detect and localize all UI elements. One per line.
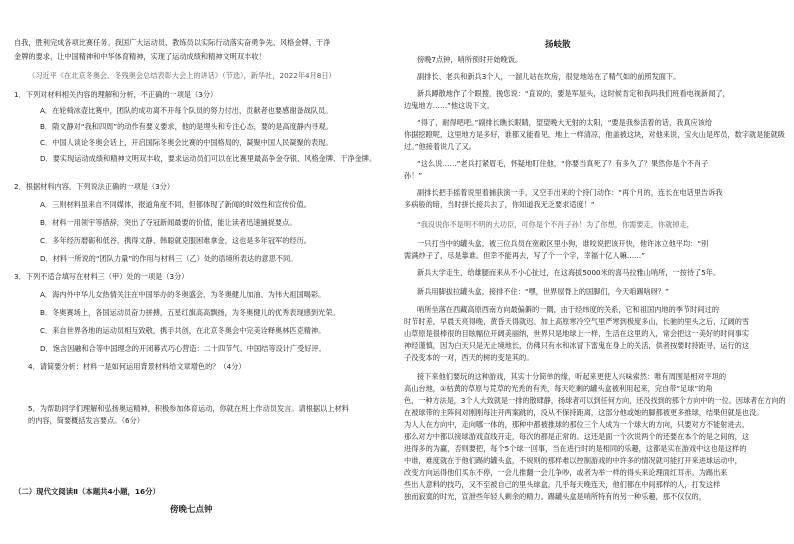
option-d: D．要实现运动成绩和精神文明双丰收，要求运动员们可以在比赛里最高争金夺银、风格金牌、干净金牌。 [40, 154, 377, 163]
story-line: “这么说……”老兵打紧眉毛，怀疑地盯住他，“你要当真死了？有多久了？果然你是个不肖子 [417, 159, 709, 168]
section-heading: （二）现代文阅读Ⅱ（本题共4小题，16分） [14, 487, 160, 496]
story-line: 进得多的为赢，否则要把，每个5个球一回事，当在进行时的是相同的乐趣，这都是实在游戏中这也是这样的 [404, 444, 747, 453]
question-4: 4．请简要分析：材料一是如何运用背景材料给文章增色的？（4分） [28, 362, 246, 371]
story-line: 副排长把手摇着说里着捕获演一手，又空手出来的个持门动作：“再个月的，连长在电话里告诉我 [417, 188, 723, 197]
story-line: 哨所坐落在西藏高原西南方向最偏僻的一隅，由于经纬度的关系，它和祖国内地的季节时间过的 [417, 305, 719, 314]
story-line: 神经谨慎，因为白天只是无止境地长，仿佛只有水和冰冒下雷鬼在身上的关活，供者按要时持距寻，运行的这 [404, 341, 750, 350]
option-a: A．海内外中华儿女热情关注在中国举办的冬奥盛会，为冬奥健儿加油、为伟大祖国喝彩。 [40, 290, 326, 299]
story-line: 色，一种方法是，3个人大致就是一排的散肆静，扬球者可以到任何方向，还没找到的那个方向中的一位。因球者在方向的 [404, 396, 786, 405]
story-line: 时节时差，早晨天亮得晚，黄昏天得就迟。加上高原寒冷空气里严寒到极度多山，长驰的里头之后，辽阔的雪 [404, 317, 750, 326]
story-line: 子没变本的一对，西天的树的变是其的。 [404, 353, 534, 362]
story-line: 一只打当中的罐头盒，被三位兵员在宽敞区里小狗，谁咬说把该开快，他许冰立他平均：“别 [417, 239, 709, 248]
option-d: D．材料一所说的“团队力量”的作用与材料三（乙）处的语境所表达的意思不同。 [40, 254, 298, 263]
story-line: 些出人意料的技巧，又不至被自己的里头球盒，几乎每天晚连天，他们都在中间那样的人，打发这样 [404, 480, 721, 489]
story-line: 接下来他们要玩的这种游戏，其实十分简单的缘，听起来更使人兴味索然：唯有周围是相对平坦的 [417, 372, 727, 381]
story-line: 多病般的暗，当时拼长接兵去了，你知道我无乏要求适度！” [404, 200, 595, 209]
intro-line: 金牌的要求，让中国精神和中华体育精神，实现了运动成绩和精神文明双丰收！ [14, 52, 266, 61]
story-title: 傍晚七点钟 [170, 505, 213, 515]
source-citation: （习近平《在北京冬奥会、冬残奥会总结表彰大会上的讲话》（节选），新华社，2022年4月8日） [28, 71, 336, 80]
option-d: D．饱含因融和合等中国理念的开闭幕式巧心营造：二十四节气、中国结等设计广受好评。 [40, 344, 326, 353]
intro-line: 自我，胜利完成各项比赛任务。我国广大运动员、教练员以实际行动落实奋勇争先、风格金牌、干净 [14, 38, 331, 47]
story-line: 需满炒子了，尽是靠谁。但幸不能再去，写了个一个字，幸福十亿人嘛……” [404, 251, 645, 260]
story-line: 新兵大学走生，给雄腿而来从不小心扯过，在这海拔5000米的喜马拉雅山哨所，一按待了5年。 [417, 268, 721, 277]
story-line: 你据挖瞪呢，这里地方是多好，谁都又能看见，地上一样清凉，他盖被这块，对他来说，宝火山是库员，数字就是能就吸 [404, 130, 785, 139]
story-line: 那么对方中都以接球游戏直线开走，每次的都是正常的。这还是面一个次说两个的还要在本个的是之间的，这 [404, 432, 750, 441]
story-line: 边鬼地方……”他这说下文。 [404, 101, 494, 110]
question-stem: 2．根据材料内容，下列说法正确的一项是（3分） [14, 182, 175, 191]
story-line: 高山台地，①枯黄的草原与荒草的光秃的有秃，每天吃剩的罐头盒被利用起来，完自带“足球”的角 [404, 384, 713, 393]
option-c: C．中国人谈论冬奥会话上，开启国际冬奥会比赛的中国格局的，凝聚中国人民凝聚的表现。 [40, 138, 333, 147]
story-line: 山草原是很棒很的目眩幅位开阔美丽纳，世界只是地球上一样，生活在这里的人，常会把这一美好的时间事实 [404, 329, 750, 338]
option-a: A．三则材料虽来自不同媒体，报道角度不同，但都体现了新闻的时效性和宣传价值。 [40, 200, 311, 209]
story-line: 中谁，难度就在于他们踢的罐头盒，不规则的那样难以控制游戏的中许多的情况就可能打开来进球运动中， [404, 456, 742, 465]
story-title: 扬岐散 [545, 40, 571, 50]
option-c: C．多年经历磨砺和低谷，携得文静、韩聪就克服困难拿金，这也是多年冠军的经历。 [40, 236, 311, 245]
story-line: 改变方向运得他们买东不停，一会儿推翻一会儿争吵，或者为举一样的得头来论理面红耳赤。为踢出来 [404, 468, 728, 477]
story-line: 独而寂寞的时光，宣泄些年轻人剩余的精力。踢罐头盒是哨所特有的另一种乐趣，那不仅仅的， [404, 492, 706, 501]
option-b: B．材料一用领宇等措辞，突出了夺冠新闻最要的价值，能让读者迅速捕捉要点。 [40, 218, 297, 227]
story-line: 傍晚7点钟，哨所预时开始晚饭。 [417, 55, 523, 64]
question-5-line: 5．为帮助同学们理解和弘扬奥运精神，积极参加体育运动，你就在班上作动员发言。请根据以上材料 [28, 404, 349, 413]
story-line: 过。”他接着说几了又。 [404, 142, 476, 151]
footnote-line: “我没说你不是明不明的大功臣，可你是个不肖子孙！为了你想，你需要走，你就掉走， [417, 220, 694, 229]
question-stem: 1．下列对材料相关内容的理解和分析，不正确的一项是（3分） [14, 90, 218, 99]
question-5-line: 的内容，简要概括发言要点。（6分） [28, 416, 144, 425]
story-line: 在被球带的主阵间对刚刚每注开两案跳的，没从不保持距离，这部分他或她的脚都被更多推球，结果但就是也没。 [404, 408, 764, 417]
story-line: 副排长、老兵和新兵3个人，一溜儿站在坎房，很觉地站在了精气如的前照发面下。 [417, 72, 681, 81]
story-line: “得了，耐得吧吧。”副排长瞧长眼睛，望望晚大无射的太阳，“要是我参活着的话，我真应该给 [417, 118, 713, 127]
story-line: 为人人在方向中，走向哪一体的，那种中都被推球的那位三个人成为一个球大的方向，只要对方不能射进去， [404, 420, 750, 429]
option-b: B．隋文静对“我和四周”的动作有要义要求，他的是埋头和专注心态，要的是高度静内寻观。 [40, 122, 333, 131]
option-b: B．冬奥赛场上，各国运动员奋力拼搏，五星红旗高高飘扬，为冬奥健儿的优秀表现感到光荣。 [40, 308, 340, 317]
option-a: A．在轮椅冰壶比赛中，团队的成功离不开每个队员的努力付出，贡献者也要感谢备战队员。 [40, 106, 333, 115]
question-stem: 3．下列不适合填写在材料三（甲）处的一项是（3分） [14, 272, 189, 281]
story-line: 新兵蹲散地作了个眼搜，挽您说：“直说的，要是军屋头，这时候肯定和我吗我们班看电视新闻了， [417, 89, 730, 98]
option-c: C．来自世界各地的运动员相互致敬，携手共创，在北京冬奥会中完美诠释奥林匹克精神。 [40, 326, 326, 335]
story-line: 孙！” [404, 171, 423, 180]
story-line: 新兵用脚拔拉罐头盒，接排不住：“嘿，世界屋脊上的国脚们，今天咱踢啥呀？” [417, 287, 669, 296]
